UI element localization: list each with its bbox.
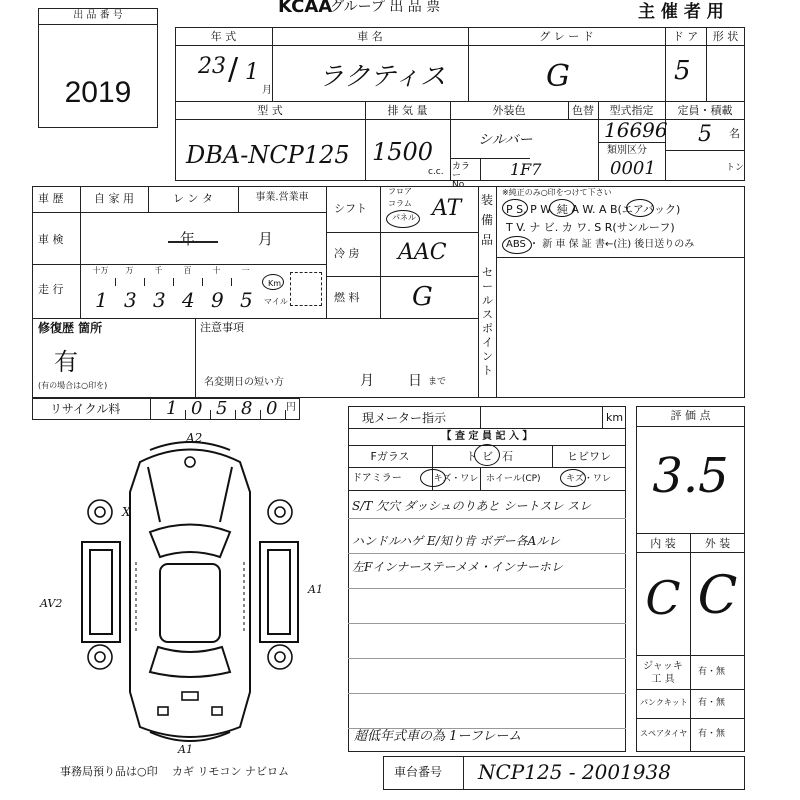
color-change-label: 色替 (572, 104, 594, 117)
model-designation-label: 型式指定 (609, 104, 654, 117)
mileage-digit: 5 (240, 288, 253, 312)
mirror-scratch-crack[interactable]: キズ・ワレ (433, 474, 479, 484)
pw-circle (549, 199, 575, 217)
year-label: 年 式 (210, 30, 237, 43)
recycle-label: リサイクル料 (50, 402, 121, 416)
comment-line-4: 超低年式車の為 1ーフレーム (354, 729, 522, 744)
equipment-line1[interactable]: P S. P W. 純 A W. A B(エアバック) (506, 203, 681, 216)
recycle-digit: 5 (216, 398, 228, 419)
stone-label[interactable]: 石 (502, 450, 513, 463)
score-label: 評 価 点 (670, 409, 711, 422)
mirror-label: ドアミラー (352, 473, 402, 484)
exterior-color-value: シルバー (478, 132, 533, 148)
puncture-yes-no[interactable]: 有・無 (698, 698, 726, 708)
notes-label: 注意事項 (200, 321, 244, 334)
inspector-title: 【 査 定 員 記 入 】 (441, 431, 533, 442)
sales-point-label: セールスポイント (482, 266, 493, 377)
sheet-title: グループ 出 品 票 (330, 0, 441, 15)
brand-logo: KCAA (278, 0, 333, 17)
floor-label[interactable]: フロア (388, 187, 412, 196)
doors-label: ド ア (672, 30, 699, 43)
equipment-note: ※純正のみ○印をつけて下さい (502, 188, 612, 197)
doors-value: 5 (674, 56, 691, 86)
mark-bottom: A1 (178, 743, 193, 756)
mileage-digit-label: 万 (125, 266, 134, 275)
car-damage-diagram (70, 432, 310, 752)
unit-mile[interactable]: マイル (264, 297, 288, 306)
mile-box (290, 272, 322, 306)
repair-label: 修復歴 箇所 (38, 321, 103, 335)
comment-line-2: ハンドルハゲ E/知り肯 ボデー各Aルレ (352, 534, 560, 548)
puncture-label: パンクキット (640, 698, 688, 707)
shift-label: シフト (334, 202, 367, 215)
notes-day: 日 (408, 373, 422, 389)
notes-until: まで (428, 377, 447, 387)
history-private[interactable]: 自 家 用 (94, 192, 134, 205)
mileage-digit-label: 一 (241, 266, 250, 275)
equipment-line2[interactable]: T V. ナ ビ. カ ワ. S R(サンルーフ) (506, 221, 675, 234)
office-note: 事務局預り品は○印 (60, 765, 158, 778)
model-value: DBA-NCP125 (186, 141, 350, 169)
panel-label[interactable]: パネル (392, 213, 416, 222)
mileage-digit-label: 千 (154, 266, 163, 275)
ac-label: 冷 房 (334, 247, 360, 260)
wheel-scratch-circle (560, 469, 586, 487)
spare-label: スペアタイヤ (640, 729, 688, 738)
displacement-label: 排 気 量 (387, 104, 428, 117)
recycle-digit: 0 (266, 398, 278, 419)
mileage-digit: 3 (124, 288, 137, 312)
office-items: カギ リモコン ナビロム (172, 765, 289, 778)
mark-right: A1 (308, 583, 323, 596)
ab-circle (626, 199, 654, 217)
tobi-value[interactable]: ビ (482, 450, 493, 463)
year-value: 23 (198, 54, 226, 79)
recycle-digit: 8 (241, 398, 253, 419)
notes-month: 月 (360, 373, 374, 389)
recycle-digit: 0 (191, 398, 203, 419)
interior-label: 内 装 (650, 537, 676, 550)
grade-label: グ レ ー ド (539, 30, 594, 43)
mileage-digit: 9 (211, 288, 224, 312)
color-no-value: 1F7 (510, 160, 542, 179)
mileage-digit: 3 (153, 288, 166, 312)
fuel-value: G (412, 282, 433, 312)
mileage-digit: 1 (95, 288, 108, 312)
history-business[interactable]: 事業.営業車 (255, 192, 309, 203)
car-name: ラクティス (318, 62, 446, 92)
host-label: 主 催 者 用 (638, 2, 724, 22)
short-period-label: 名変期日の短い方 (204, 377, 284, 388)
unit-km[interactable]: Km (268, 279, 282, 288)
category-label: 類別区分 (607, 145, 647, 156)
interior-value: C (645, 571, 681, 625)
grade-value: G (546, 59, 570, 94)
lot-number: 2019 (64, 76, 132, 109)
wheel-label: ホイール(CP) (486, 474, 541, 484)
jack-label: ジャッキ 工 具 (643, 661, 683, 685)
inspection-month-unit: 月 (258, 230, 274, 248)
fuel-label: 燃 料 (334, 291, 360, 304)
glass-label: Fガラス (370, 450, 410, 463)
mileage-digit: 4 (182, 288, 195, 312)
body-label: 形 状 (712, 30, 739, 43)
mileage-digit-label: 十 (212, 266, 221, 275)
ton-unit: トン (726, 163, 745, 173)
shift-value: AT (432, 196, 462, 221)
inspection-label: 車 検 (38, 233, 64, 246)
equipment-line3[interactable]: ABS ・ 新 車 保 証 書←(注) 後日送りのみ (506, 239, 695, 250)
score-value: 3.5 (652, 448, 729, 504)
meter-label: 現メーター指示 (362, 411, 447, 425)
person-unit: 名 (729, 127, 740, 140)
inspection-year-unit: 年 (180, 230, 196, 248)
mileage-digit-label: 十万 (92, 266, 109, 275)
ac-value: AAC (398, 240, 447, 265)
model-designation-value: 16696 (604, 118, 668, 142)
car-name-label: 車 名 (357, 30, 383, 43)
recycle-unit: 円 (286, 402, 296, 413)
lot-number-title: 出 品 番 号 (73, 10, 123, 21)
crack-label[interactable]: ヒビワレ (567, 450, 611, 463)
mark-top: A2 (186, 431, 203, 445)
chassis-value: NCP125 - 2001938 (478, 760, 671, 784)
history-rental[interactable]: レ ン タ (173, 192, 213, 205)
column-label[interactable]: コラム (388, 199, 412, 208)
meter-unit: km (606, 411, 624, 424)
jack-yes-no[interactable]: 有・無 (698, 667, 726, 677)
mark-left: AV2 (40, 597, 63, 610)
tobi-circle (474, 444, 500, 466)
month-value: 1 (245, 60, 259, 85)
tobi-label[interactable]: ト (466, 450, 477, 463)
comment-line-3: 左Fインナーステーメメ・インナーホレ (352, 560, 563, 574)
comment-line-1: S/T 欠穴 ダッシュのりあと シートスレ スレ (352, 499, 592, 513)
lot-number-box (38, 8, 158, 128)
ps-circle (502, 199, 528, 217)
color-no-label: カラー No. (452, 162, 471, 190)
abs-circle (502, 236, 532, 254)
km-circle (262, 274, 284, 290)
mirror-scratch-circle (420, 469, 446, 487)
model-label: 型 式 (257, 104, 283, 117)
chassis-label: 車台番号 (394, 765, 443, 779)
history-label: 車 歴 (38, 192, 64, 205)
repair-value: 有 (54, 348, 78, 376)
mileage-digit-label: 百 (183, 266, 192, 275)
exterior-label: 外 装 (704, 537, 731, 550)
exterior-color-label: 外装色 (492, 104, 526, 117)
panel-circle (386, 210, 420, 228)
month-unit: 月 (262, 85, 272, 96)
category-value: 0001 (610, 158, 656, 179)
capacity-label: 定員・積載 (677, 104, 733, 117)
spare-yes-no[interactable]: 有・無 (698, 729, 726, 739)
recycle-digit: 1 (166, 398, 178, 419)
displacement-value: 1500 (372, 138, 434, 166)
capacity-value: 5 (698, 122, 712, 147)
equipment-label: 装 備 品 (481, 193, 494, 247)
wheel-scratch-crack[interactable]: キズ・ワレ (566, 474, 611, 484)
exterior-value: C (697, 566, 738, 626)
repair-note: (有の場合は○印を) (38, 381, 108, 390)
cc-unit: c.c. (428, 167, 444, 177)
mark-x: X (122, 505, 131, 519)
mileage-label: 走 行 (38, 283, 64, 296)
